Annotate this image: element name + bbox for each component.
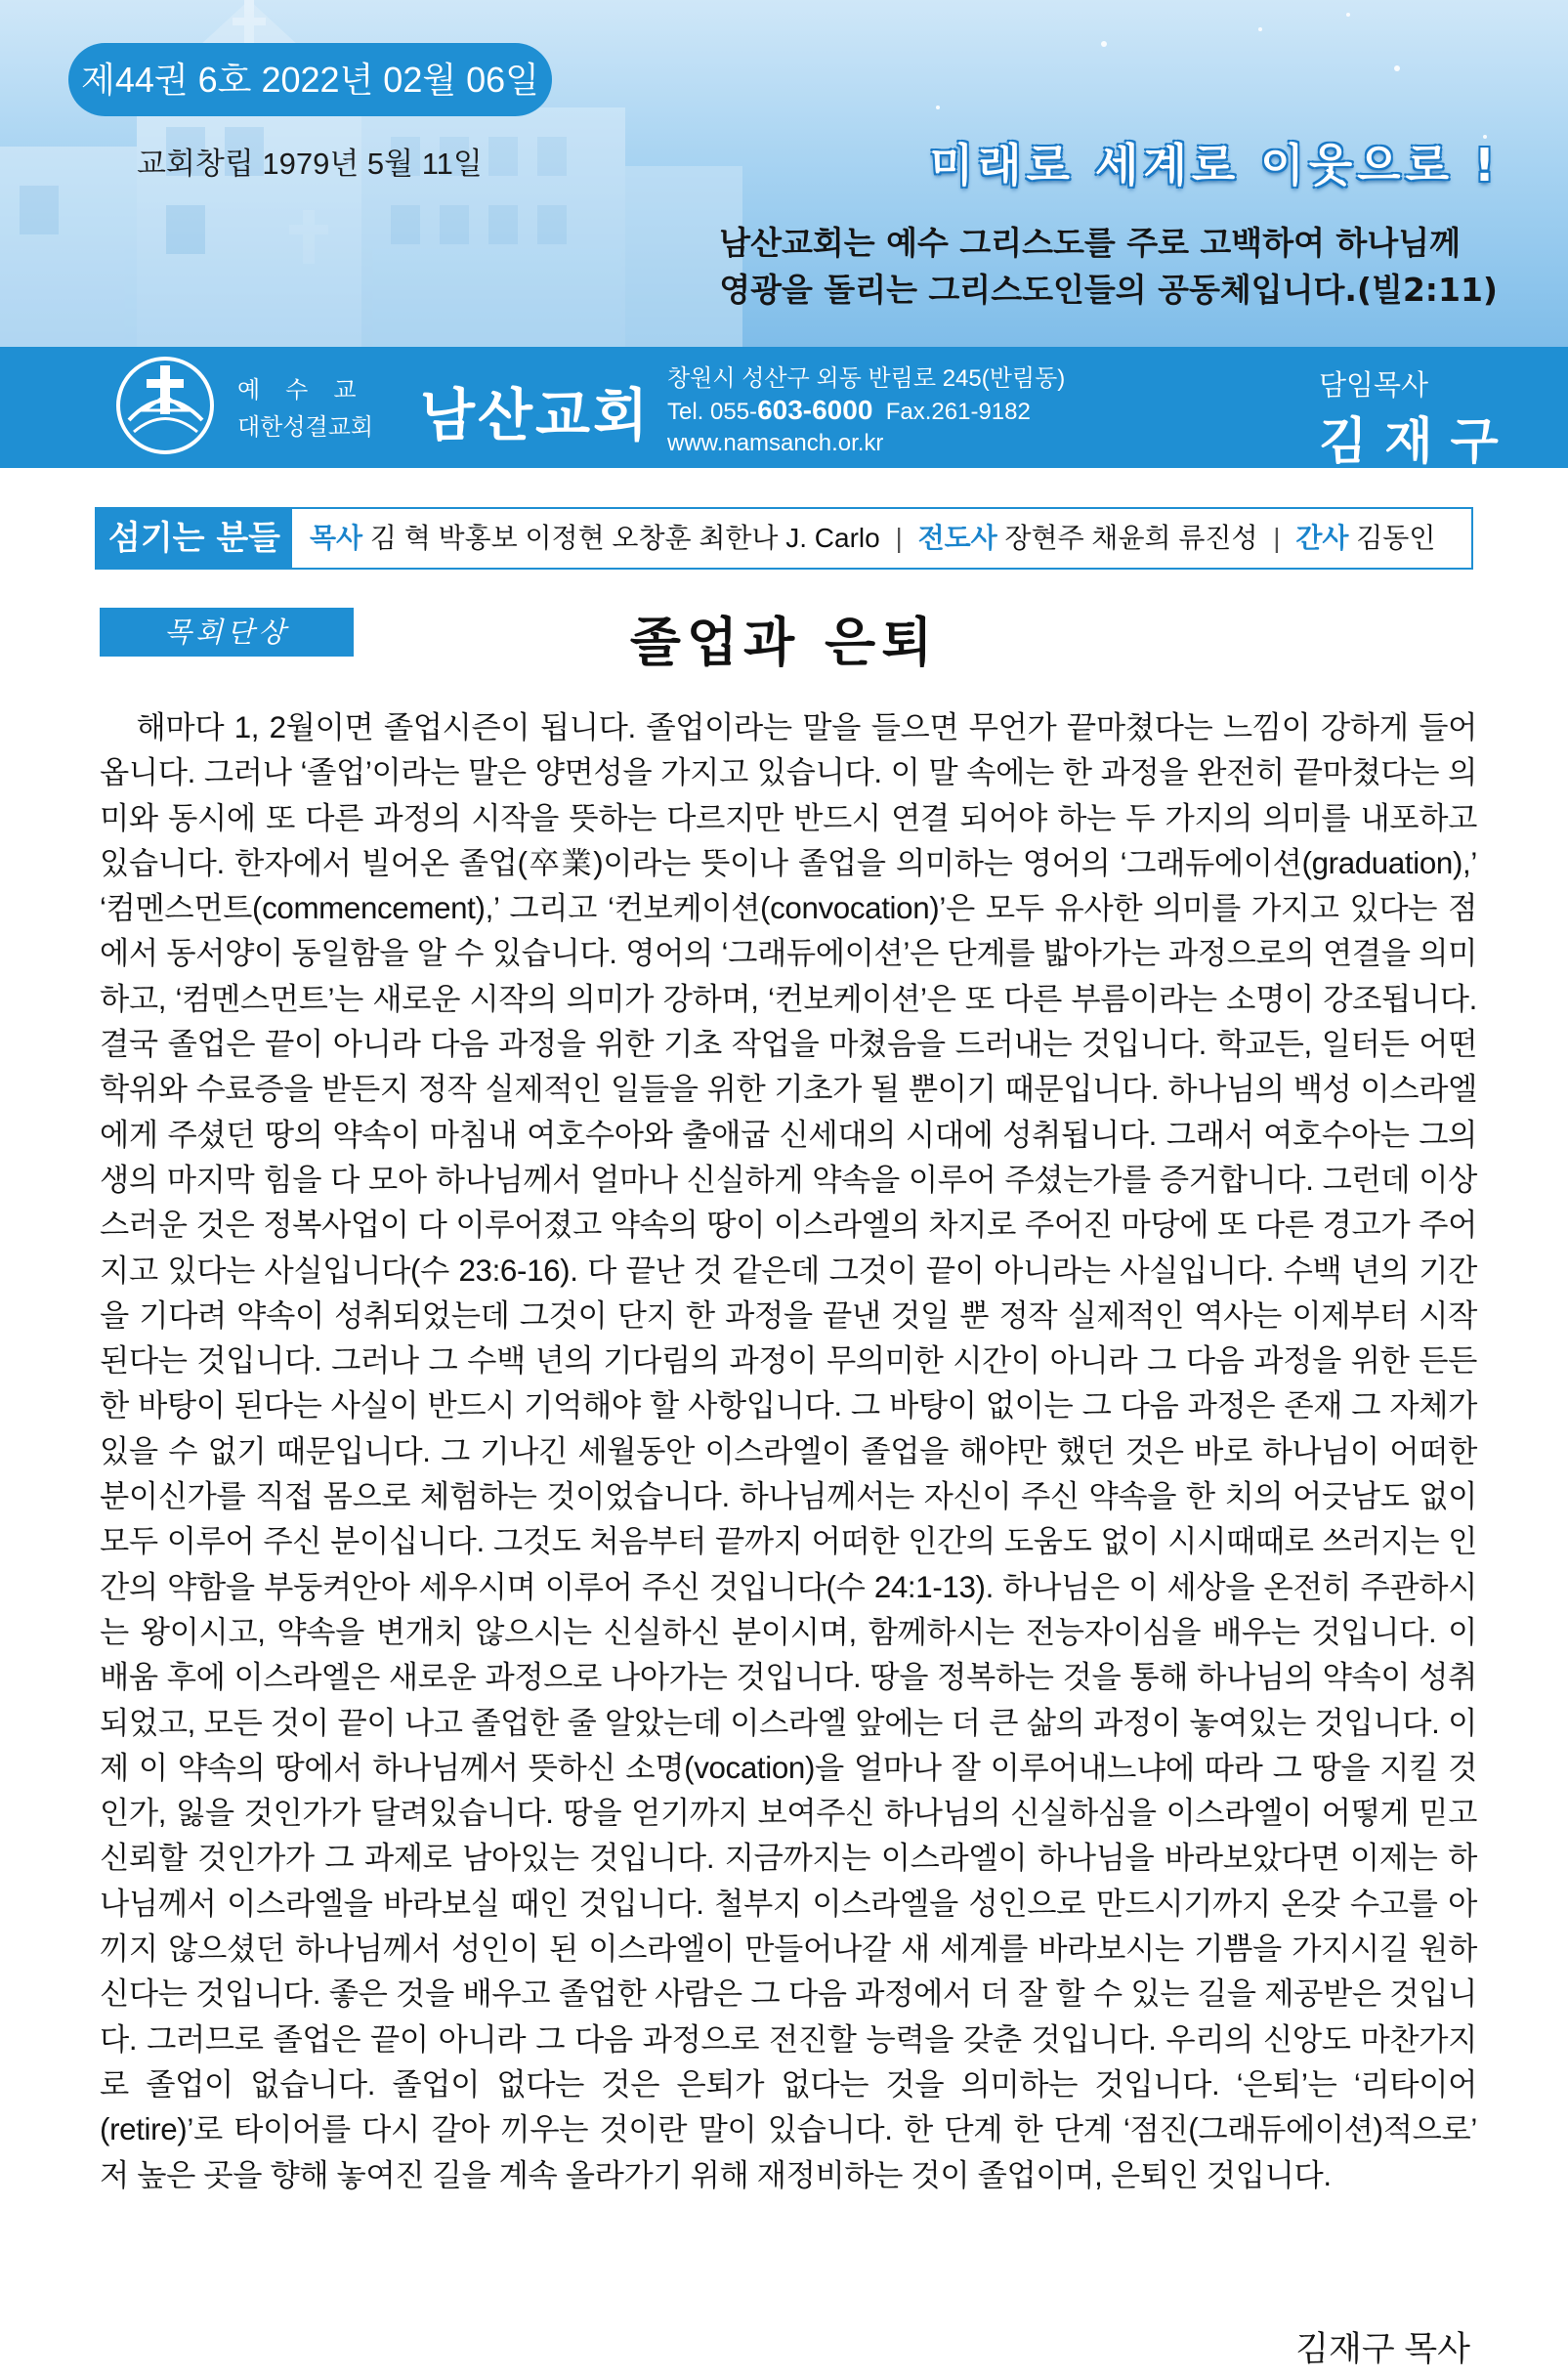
senior-pastor-name: 김재구 [1319,412,1516,471]
senior-pastor-label: 담임목사 [1319,368,1429,402]
secretary-name: 김동인 [1356,523,1436,553]
website-link[interactable]: www.namsanch.or.kr [667,430,884,456]
evangelists-names: 장현주 채윤희 류진성 [1004,523,1258,553]
founding-date: 교회창립 1979년 5월 11일 [137,147,483,181]
staff-bar [95,507,1473,570]
mission-line-1: 남산교회는 예수 그리스도를 주로 고백하여 하나님께 [719,224,1461,262]
mission-line-2: 영광을 돌리는 그리스도인들의 공동체입니다.(빌2:11) [719,271,1498,309]
tel-number: 603-6000 [757,395,873,425]
fax-number: Fax.261-9182 [885,399,1031,425]
staff-label: 섬기는 분들 [97,509,292,568]
separator: | [1273,523,1281,553]
role-pastors: 목사 [310,523,363,553]
separator: | [895,523,903,553]
role-secretary: 간사 [1295,523,1349,553]
article-author: 김재구 목사 [1295,2330,1470,2368]
address: 창원시 성산구 외동 반림로 245(반림동) [667,365,1066,392]
tel-prefix: Tel. 055- [667,399,758,425]
denomination [237,371,382,446]
phone-fax-line [667,395,1065,428]
denomination-line-2: 대한성결교회 [237,413,374,441]
slogan: 미래로 세계로 이웃으로 ! [929,139,1500,191]
church-logo-icon [109,352,222,459]
contact-info [667,363,1065,459]
header-banner [0,0,1568,347]
mission-statement [719,220,1498,314]
church-name: 남산교회 [420,382,652,448]
issue-badge: 제44권 6호 2022년 02월 06일 [68,43,552,116]
pastors-names: 김 혁 박홍보 이정현 오창훈 최한나 J. Carlo [369,523,880,553]
column-badge: 목회단상 [100,608,354,657]
role-evangelists: 전도사 [917,523,997,553]
denomination-line-1: 예수교 [237,376,382,403]
staff-list [310,509,1435,568]
article-body: 해마다 1, 2월이면 졸업시즌이 됩니다. 졸업이라는 말을 들으면 무언가 끝마쳤다는 느낌이 강하게 들어옵니다. 그러나 ‘졸업’이라는 말은 양면성을 가지고 있습니다. 이 말 속에는 한 과정을 완전히 끝마쳤다는 의미와 동시에 또 다른 과정의 시작을 뜻하는 다르지만 반드시 연결 되어야 하는 두 가지의 의미를 내포하고 있습니다. 한자에서 빌어온 졸업(卒業)이라는 뜻이나 졸업을 의미하는 영어의 ‘그래듀에이션(graduation),’ ‘컴멘스먼트(commencement),’ 그리고 ‘컨보케이션(convocation)’은 모두 유사한 의미를 가지고 있다는 점에서 동서양이 동일함을 알 수 있습니다. 영어의 ‘그래듀에이션’은 단계를 밟아가는 과정으로의 연결을 의미하고, ‘컴멘스먼트’는 새로운 시작의 의미가 강하며, ‘컨보케이션’은 또 다른 부름이라는 소명이 강조됩니다. 결국 졸업은 끝이 아니라 다음 과정을 위한 기초 작업을 마쳤음을 드러내는 것입니다. 학교든, 일터든 어떤 학위와 수료증을 받든지 정작 실제적인 일들을 위한 기초가 될 뿐이기 때문입니다. 하나님의 백성 이스라엘에게 주셨던 땅의 약속이 마침내 여호수아와 출애굽 신세대의 시대에 성취됩니다. 그래서 여호수아는 그의 생의 마지막 힘을 다 모아 하나님께서 얼마나 신실하게 약속을 이루어 주셨는가를 증거합니다. 그런데 이상스러운 것은 정복사업이 다 이루어졌고 약속의 땅이 이스라엘의 차지로 주어진 마당에 또 다른 경고가 주어지고 있다는 사실입니다(수 23:6-16). 다 끝난 것 같은데 그것이 끝이 아니라는 사실입니다. 수백 년의 기간을 기다려 약속이 성취되었는데 그것이 단지 한 과정을 끝낸 것일 뿐 정작 실제적인 역사는 이제부터 시작된다는 것입니다. 그러나 그 수백 년의 기다림의 과정이 무의미한 시간이 아니라 그 다음 과정을 위한 든든한 바탕이 된다는 사실이 반드시 기억해야 할 사항입니다. 그 바탕이 없이는 그 다음 과정은 존재 그 자체가 있을 수 없기 때문입니다. 그 기나긴 세월동안 이스라엘이 졸업을 해야만 했던 것은 바로 하나님이 어떠한 분이신가를 직접 몸으로 체험하는 것이었습니다. 하나님께서는 자신이 주신 약속을 한 치의 어긋남도 없이 모두 이루어 주신 분이십니다. 그것도 처음부터 끝까지 어떠한 인간의 도움도 없이 시시때때로 쓰러지는 인간의 약함을 부둥켜안아 세우시며 이루어 주신 것입니다(수 24:1-13). 하나님은 이 세상을 온전히 주관하시는 왕이시고, 약속을 변개치 않으시는 신실하신 분이시며, 함께하시는 전능자이심을 배우는 것입니다. 이 배움 후에 이스라엘은 새로운 과정으로 나아가는 것입니다. 땅을 정복하는 것을 통해 하나님의 약속이 성취되었고, 모든 것이 끝이 나고 졸업한 줄 알았는데 이스라엘 앞에는 더 큰 삶의 과정이 놓여있는 것입니다. 이제 이 약속의 땅에서 하나님께서 뜻하신 소명(vocation)을 얼마나 잘 이루어내느냐에 따라 그 땅을 지킬 것인가, 잃을 것인가가 달려있습니다. 땅을 얻기까지 보여주신 하나님의 신실하심을 이스라엘이 어떻게 믿고 신뢰할 것인가가 그 과제로 남아있는 것입니다. 지금까지는 이스라엘이 하나님을 바라보았다면 이제는 하나님께서 이스라엘을 바라보실 때인 것입니다. 철부지 이스라엘을 성인으로 만드시기까지 온갖 수고를 아끼지 않으셨던 하나님께서 성인이 된 이스라엘이 만들어나갈 새 세계를 바라보시는 기쁨을 가지시길 원하신다는 것입니다. 좋은 것을 배우고 졸업한 사람은 그 다음 과정에서 더 잘 할 수 있는 길을 제공받은 것입니다. 그러므로 졸업은 끝이 아니라 그 다음 과정으로 전진할 능력을 갖춘 것입니다. 우리의 신앙도 마찬가지로 졸업이 없습니다. 졸업이 없다는 것은 은퇴가 없다는 것을 의미하는 것입니다. ‘은퇴’는 ‘리타이어(retire)’로 타이어를 다시 갈아 끼우는 것이란 말이 있습니다. 한 단계 한 단계 ‘점진(그래듀에이션)적으로’ 저 높은 곳을 향해 놓여진 길을 계속 올라가기 위해 재정비하는 것이 졸업이며, 은퇴인 것입니다. [100,710,1477,2192]
article-title: 졸업과 은퇴 [629,612,939,673]
